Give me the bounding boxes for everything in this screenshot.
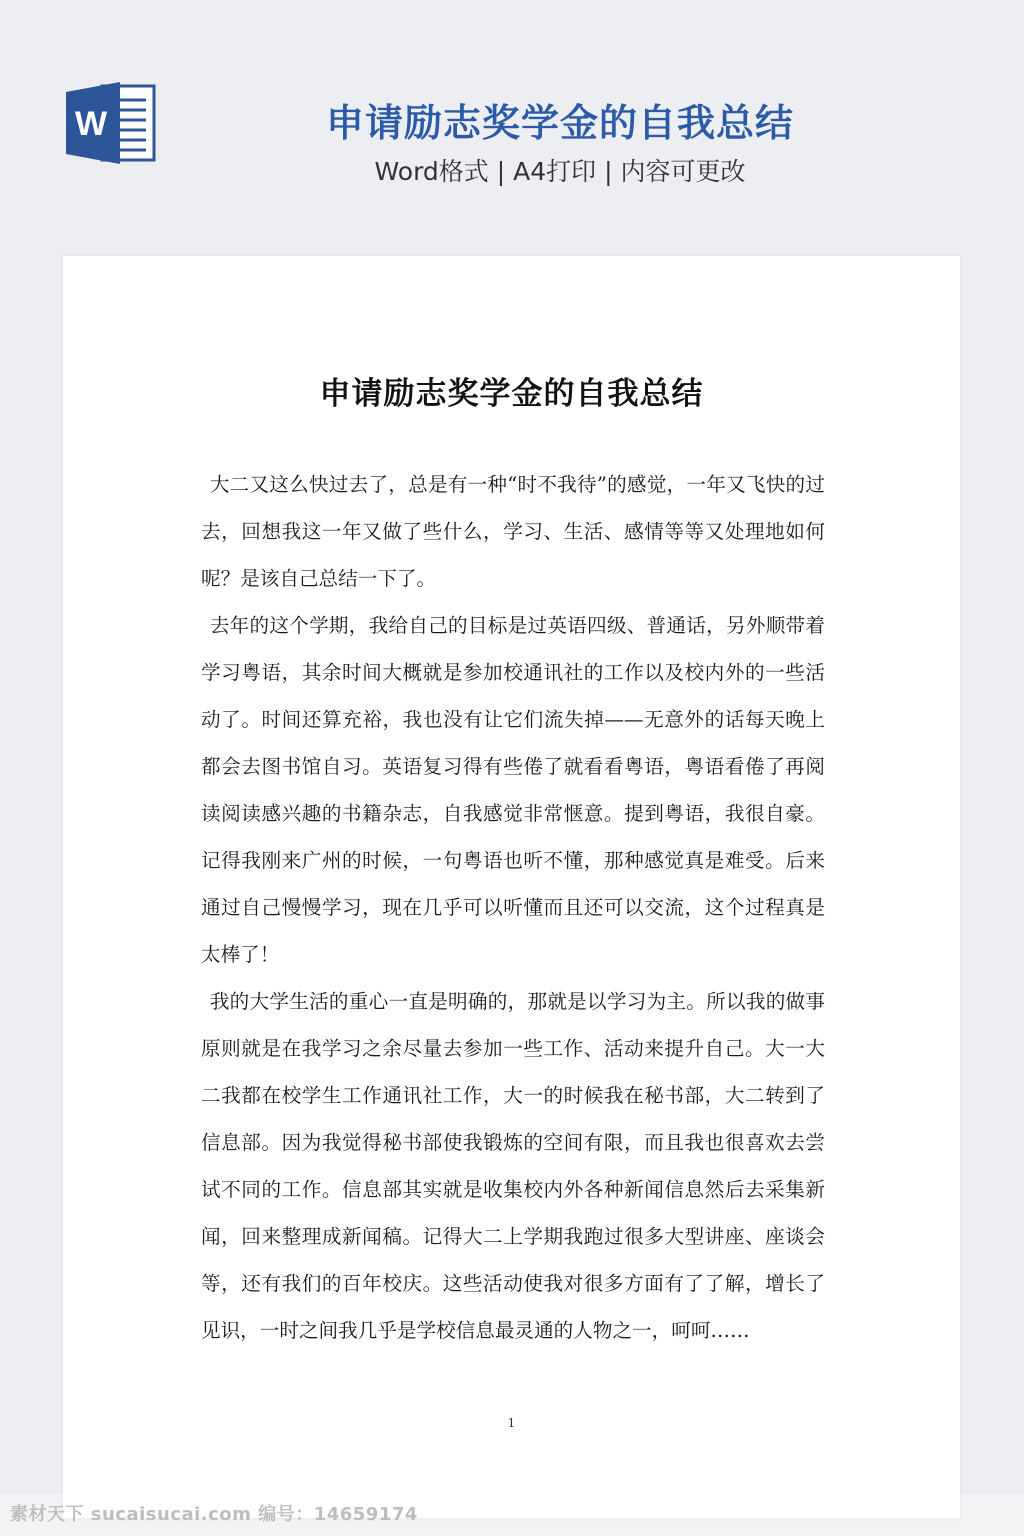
document-title: 申请励志奖学金的自我总结	[319, 376, 704, 412]
watermark-text: 素材天下 sucaisucai.com 编号：14659174	[10, 1504, 418, 1525]
header-subtitle: Word格式 | A4打印 | 内容可更改	[374, 157, 746, 186]
paragraph: 去年的这个学期，我给自己的目标是过英语四级、普通话，另外顺带着学习粤语，其余时间大概就是参加校通讯社的工作以及校内外的一些活动了。时间还算充裕，我也没有让它们流失掉——无意外的话每天晚上都会去图书馆自习。英语复习得有些倦了就看看粤语，粤语看倦了再阅读阅读感兴趣的书籍杂志，自我感觉非常惬意。提到粤语，我很自豪。记得我刚来广州的时候，一句粤语也听不懂，那种感觉真是难受。后来通过自己慢慢学习，现在几乎可以听懂而且还可以交流，这个过程真是太棒了！	[201, 614, 825, 966]
word-logo-letter: W	[74, 105, 108, 143]
watermark-bar	[0, 1494, 1024, 1536]
page-number: 1	[507, 1416, 516, 1430]
document-page	[63, 256, 960, 1518]
header	[0, 0, 1024, 250]
paragraph: 大二又这么快过去了，总是有一种“时不我待”的感觉，一年又飞快的过去，回想我这一年又做了些什么，学习、生活、感情等等又处理地如何呢？是该自己总结一下了。	[201, 473, 825, 590]
paragraph: 我的大学生活的重心一直是明确的，那就是以学习为主。所以我的做事原则就是在我学习之余尽量去参加一些工作、活动来提升自己。大一大二我都在校学生工作通讯社工作，大一的时候我在秘书部，大二转到了信息部。因为我觉得秘书部使我锻炼的空间有限，而且我也很喜欢去尝试不同的工作。信息部其实就是收集校内外各种新闻信息然后去采集新闻，回来整理成新闻稿。记得大二上学期我跑过很多大型讲座、座谈会等，还有我们的百年校庆。这些活动使我对很多方面有了了解，增长了见识，一时之间我几乎是学校信息最灵通的人物之一，呵呵……	[201, 990, 825, 1342]
word-document-icon	[62, 80, 158, 166]
document-body	[201, 461, 825, 1354]
header-title: 申请励志奖学金的自我总结	[325, 101, 794, 145]
